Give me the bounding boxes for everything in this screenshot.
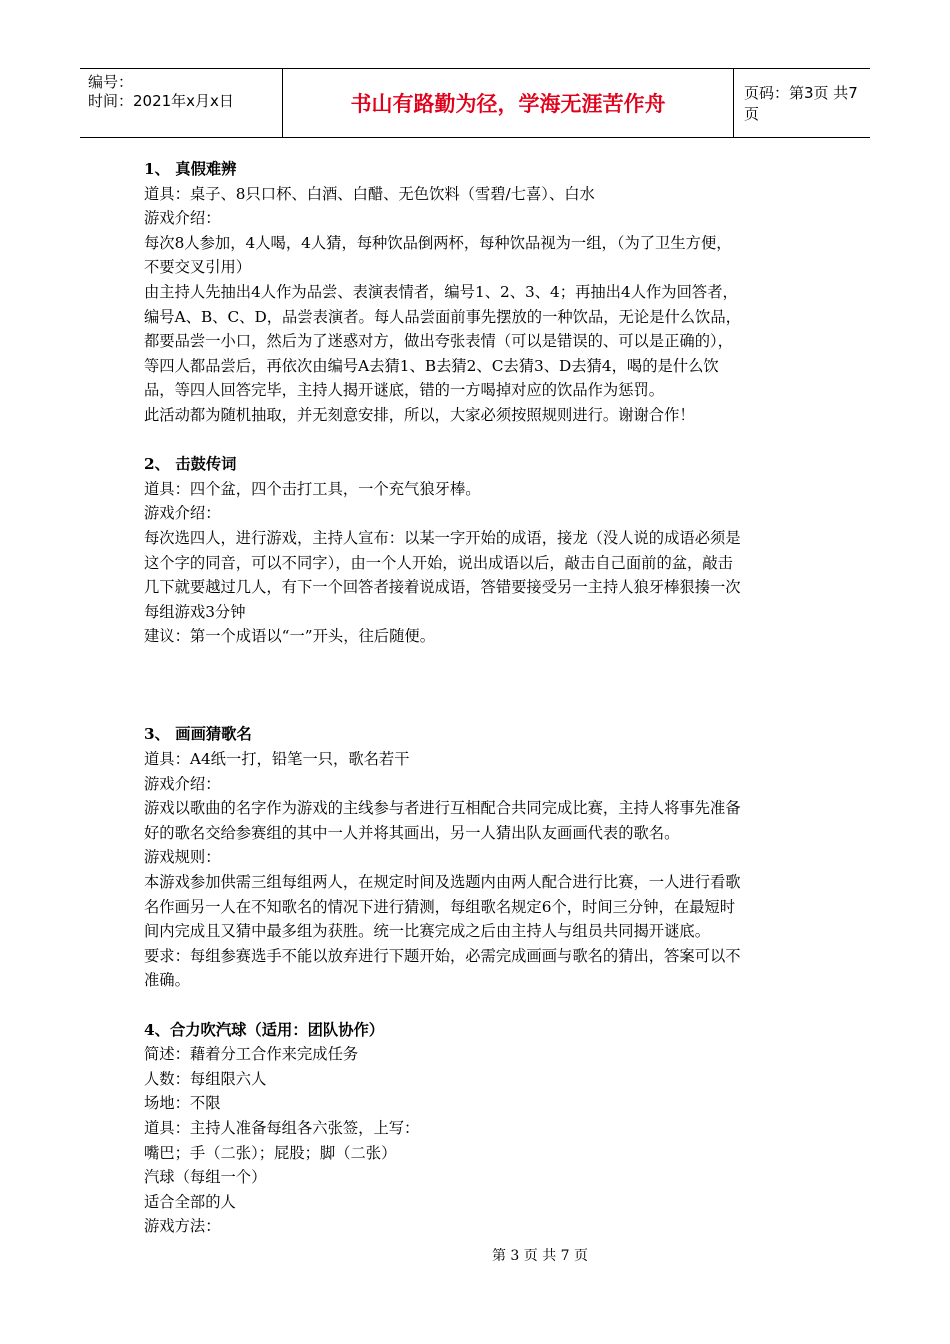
paragraph-line: 要求：每组参赛选手不能以放弃进行下题开始，必需完成画画与歌名的猜出，答案可以不 — [144, 946, 741, 965]
paragraph-line: 几下就要越过几人，有下一个回答者接着说成语，答错要接受另一主持人狼牙棒狠揍一次 — [144, 578, 741, 597]
header-meta — [80, 69, 282, 137]
paragraph-line: 准确。 — [144, 971, 190, 990]
paragraph-line: 道具：四个盆，四个击打工具，一个充气狼牙棒。 — [144, 479, 481, 498]
paragraph-line: 编号A、B、C、D，品尝表演者。每人品尝面前事先摆放的一种饮品，无论是什么饮品， — [144, 307, 741, 326]
document-date: 时间：2021年x月x日 — [88, 92, 234, 110]
paragraph-line: 每组游戏3分钟 — [144, 602, 246, 621]
page-footer — [0, 1245, 950, 1265]
paragraph-line: 本游戏参加供需三组每组两人，在规定时间及选题内由两人配合进行比赛，一人进行看歌 — [144, 873, 741, 892]
paragraph-line: 这个字的同音，可以不同字），由一个人开始，说出成语以后，敲击自己面前的盆，敲击 — [144, 553, 733, 572]
section-title: 1、 真假难辨 — [144, 160, 237, 178]
paragraph-line: 汽球（每组一个） — [144, 1168, 267, 1187]
paragraph-line: 名作画另一人在不知歌名的情况下进行猜测，每组歌名规定6个，时间三分钟，在最短时 — [144, 897, 736, 916]
paragraph-line: 建议：第一个成语以“一”开头，往后随便。 — [144, 627, 435, 646]
paragraph-line: 都要品尝一小口，然后为了迷惑对方，做出夸张表情（可以是错误的、可以是正确的）， — [144, 332, 733, 351]
paragraph-line: 不要交叉引用） — [144, 258, 252, 277]
paragraph-line: 游戏介绍： — [144, 504, 221, 523]
document-number-label: 编号： — [88, 73, 134, 91]
header-motto: 书山有路勤为径，学海无涯苦作舟 — [282, 69, 734, 137]
paragraph-line: 游戏介绍： — [144, 209, 221, 228]
paragraph-line: 等四人都品尝后，再依次由编号A去猜1、B去猜2、C去猜3、D去猜4，喝的是什么饮 — [144, 356, 719, 375]
spacer — [144, 428, 812, 453]
paragraph-line: 简述：藉着分工合作来完成任务 — [144, 1045, 359, 1064]
paragraph-line: 嘴巴；手（二张）；屁股；脚（二张） — [144, 1143, 397, 1162]
header-page-info: 页码：第3页 共7页 — [744, 84, 858, 123]
spacer — [144, 649, 812, 698]
paragraph-line: 道具：桌子、8只口杯、白酒、白醋、无色饮料（雪碧/七喜）、白水 — [144, 184, 595, 203]
footer-page-number: 第 3 页 共 7 页 — [491, 1248, 589, 1264]
paragraph-line: 游戏方法： — [144, 1217, 221, 1236]
paragraph-line: 适合全部的人 — [144, 1192, 236, 1211]
paragraph-line: 品，等四人回答完毕，主持人揭开谜底，错的一方喝掉对应的饮品作为惩罚。 — [144, 381, 665, 400]
section-title: 3、 画画猜歌名 — [144, 725, 252, 744]
spacer — [144, 993, 812, 1018]
paragraph-line: 由主持人先抽出4人作为品尝、表演表情者，编号1、2、3、4；再抽出4人作为回答者， — [144, 282, 738, 301]
document-body — [144, 157, 812, 1239]
paragraph-line: 间内完成且又猜中最多组为获胜。统一比赛完成之后由主持人与组员共同揭开谜底。 — [144, 922, 710, 941]
paragraph-line: 每次选四人，进行游戏，主持人宣布：以某一字开始的成语，接龙（没人说的成语必须是 — [144, 528, 741, 547]
paragraph-line: 道具：主持人准备每组各六张签，上写： — [144, 1118, 420, 1137]
paragraph-line: 好的歌名交给参赛组的其中一人并将其画出，另一人猜出队友画画代表的歌名。 — [144, 823, 680, 842]
paragraph-line: 游戏以歌曲的名字作为游戏的主线参与者进行互相配合共同完成比赛，主持人将事先准备 — [144, 799, 741, 818]
section-title: 4、合力吹汽球（适用：团队协作） — [144, 1020, 385, 1039]
paragraph-line: 游戏介绍： — [144, 774, 221, 793]
paragraph-line: 此活动都为随机抽取，并无刻意安排，所以，大家必须按照规则进行。谢谢合作！ — [144, 405, 695, 424]
paragraph-line: 游戏规则： — [144, 848, 221, 867]
page-header — [80, 68, 870, 138]
paragraph-line: 场地：不限 — [144, 1094, 221, 1113]
section-title: 2、 击鼓传词 — [144, 455, 237, 474]
spacer — [144, 698, 812, 723]
paragraph-line: 道具：A4纸一打，铅笔一只，歌名若干 — [144, 750, 410, 769]
paragraph-line: 每次8人参加，4人喝，4人猜，每种饮品倒两杯，每种饮品视为一组，（为了卫生方便， — [144, 233, 732, 252]
paragraph-line: 人数：每组限六人 — [144, 1069, 267, 1088]
